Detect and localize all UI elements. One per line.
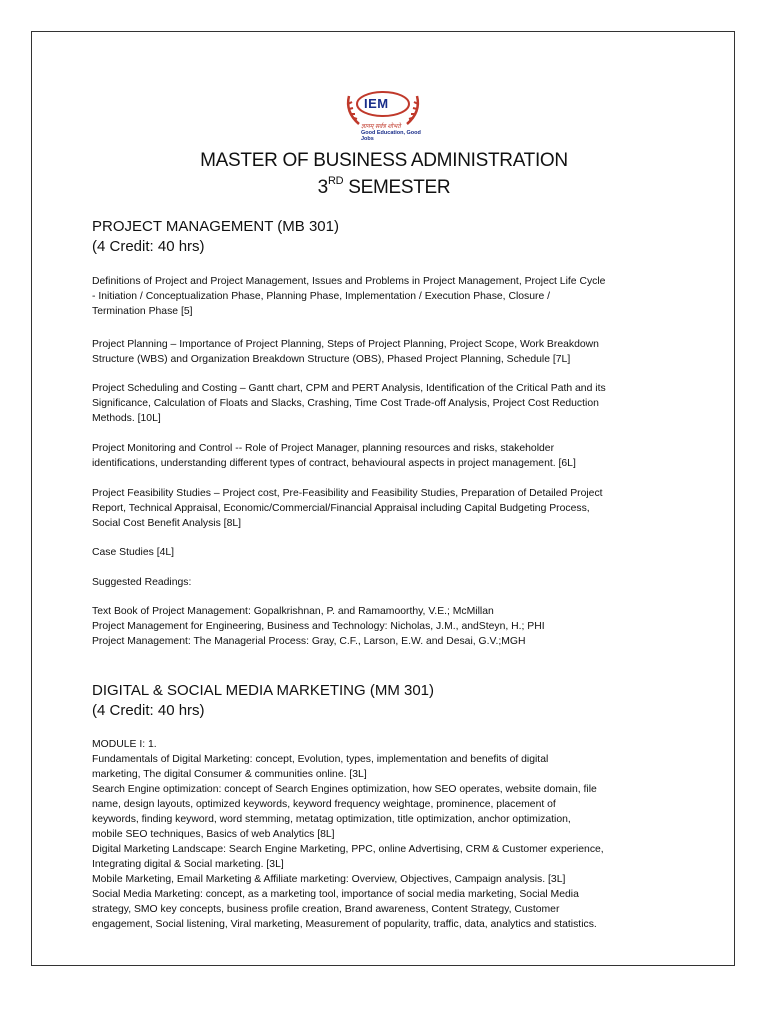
text-line: identifications, understanding different types of contract, behavioural aspects in project management. [6L]: [92, 458, 576, 469]
text-line: Report, Technical Appraisal, Economic/Commercial/Financial Appraisal including Capital Budgeting Process,: [92, 503, 590, 514]
course1-credit: (4 Credit: 40 hrs): [92, 238, 205, 255]
text-line: Project Feasibility Studies – Project cost, Pre-Feasibility and Feasibility Studies, Preparation of Detailed Project: [92, 488, 603, 499]
text-line: Termination Phase [5]: [92, 306, 193, 317]
text-line: - Initiation / Conceptualization Phase, Planning Phase, Implementation / Execution Phase, Closure /: [92, 291, 551, 302]
logo-text: IEM: [364, 96, 389, 111]
logo-motto: ज्ञानम् सर्वत्र शोभते: [361, 124, 401, 130]
course1-heading: [92, 217, 339, 257]
semester-suffix: RD: [327, 175, 344, 187]
text-line: Social Cost Benefit Analysis [8L]: [92, 518, 242, 529]
text-line: Digital Marketing Landscape: Search Engine Marketing, PPC, online Advertising, CRM & Customer experience,: [92, 844, 604, 855]
text-line: Project Scheduling and Costing – Gantt chart, CPM and PERT Analysis, Identification of the Critical Path and its: [92, 383, 606, 394]
text-line: Integrating digital & Social marketing. [3L]: [92, 859, 284, 870]
text-line: engagement, Social listening, Viral marketing, Measurement of popularity, traffic, data, analytics and statistics.: [92, 919, 597, 930]
paragraph: [92, 486, 682, 531]
course2-credit: (4 Credit: 40 hrs): [92, 702, 205, 719]
text-line: keywords, finding keyword, word stemming, metatag optimization, title optimization, anchor optimization,: [92, 814, 571, 825]
semester-word: SEMESTER: [343, 177, 451, 198]
paragraph: [92, 381, 682, 426]
text-line: Structure (WBS) and Organization Breakdown Structure (OBS), Phased Project Planning, Schedule [7L]: [92, 354, 571, 365]
text-line: mobile SEO techniques, Basics of web Analytics [8L]: [92, 829, 335, 840]
paragraph: [92, 575, 682, 590]
text-line: Project Management: The Managerial Process: Gray, C.F., Larson, E.W. and Desai, G.V.;MGH: [92, 636, 526, 647]
text-line: marketing, The digital Consumer & communities online. [3L]: [92, 769, 367, 780]
iem-logo: [339, 90, 427, 142]
text-line: Search Engine optimization: concept of Search Engines optimization, how SEO operates, website domain, file: [92, 784, 597, 795]
text-line: Text Book of Project Management: Gopalkrishnan, P. and Ramamoorthy, V.E.; McMillan: [92, 606, 494, 617]
text-line: Fundamentals of Digital Marketing: concept, Evolution, types, implementation and benefits of digital: [92, 754, 549, 765]
course1-name: PROJECT MANAGEMENT (MB 301): [92, 218, 339, 235]
text-line: Case Studies [4L]: [92, 547, 175, 558]
course2-heading: [92, 681, 434, 721]
logo-tagline: Good Education, Good Jobs: [361, 130, 421, 142]
text-line: name, design layouts, optimized keywords, keyword frequency weightage, prominence, placement of: [92, 799, 556, 810]
text-line: Definitions of Project and Project Management, Issues and Problems in Project Management, Project Life Cycle: [92, 276, 606, 287]
text-line: Project Management for Engineering, Business and Technology: Nicholas, J.M., andSteyn, H.; PHI: [92, 621, 545, 632]
semester-title: [0, 177, 768, 199]
text-line: strategy, SMO key concepts, business profile creation, Brand awareness, Content Strategy, Customer: [92, 904, 560, 915]
paragraph: [92, 545, 682, 560]
text-line: Suggested Readings:: [92, 577, 192, 588]
semester-number: 3: [317, 177, 328, 198]
text-line: Significance, Calculation of Floats and Slacks, Crashing, Time Cost Trade-off Analysis, Project Cost Reduction: [92, 398, 599, 409]
text-line: Mobile Marketing, Email Marketing & Affiliate marketing: Overview, Objectives, Campaign analysis. [3L]: [92, 874, 566, 885]
text-line: MODULE I: 1.: [92, 739, 157, 750]
text-line: Methods. [10L]: [92, 413, 161, 424]
paragraph: [92, 274, 682, 319]
paragraph: [92, 441, 682, 471]
paragraph: [92, 604, 682, 649]
text-line: Project Planning – Importance of Project Planning, Steps of Project Planning, Project Scope, Work Breakdown: [92, 339, 599, 350]
course2-name: DIGITAL & SOCIAL MEDIA MARKETING (MM 301): [92, 682, 435, 699]
paragraph: [92, 337, 682, 367]
page-title: MASTER OF BUSINESS ADMINISTRATION: [200, 150, 568, 171]
text-line: Social Media Marketing: concept, as a marketing tool, importance of social media marketing, Social Media: [92, 889, 579, 900]
course2-body: [92, 737, 682, 932]
text-line: Project Monitoring and Control -- Role of Project Manager, planning resources and risks, stakeholder: [92, 443, 555, 454]
